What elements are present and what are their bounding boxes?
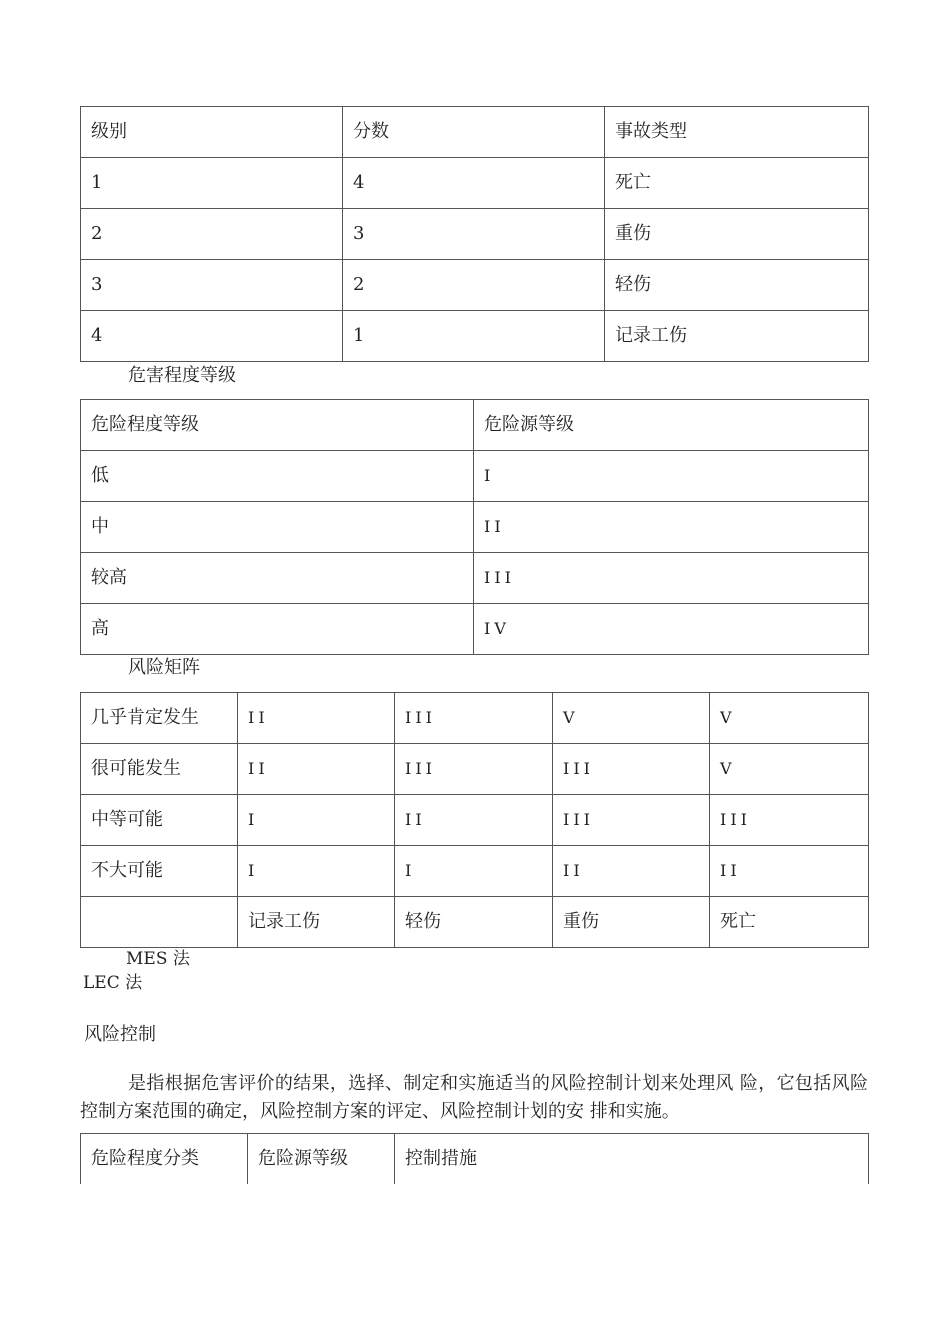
header-cell: 分数 <box>343 107 605 158</box>
header-cell: 危险程度等级 <box>81 400 474 451</box>
table-row <box>81 846 869 897</box>
table-cell: III <box>710 795 869 846</box>
caption-hazard-level: 危害程度等级 <box>128 365 236 386</box>
table-row <box>81 795 869 846</box>
table-cell: 2 <box>81 209 343 260</box>
table-cell: 4 <box>343 158 605 209</box>
table-cell: II <box>474 502 869 553</box>
table-cell: II <box>553 846 710 897</box>
table-row <box>81 502 869 553</box>
table-cell: 中 <box>81 502 474 553</box>
table-cell: I <box>238 795 395 846</box>
table-cell: II <box>710 846 869 897</box>
column-label-cell: 轻伤 <box>395 897 553 948</box>
table-cell: III <box>474 553 869 604</box>
section-heading-risk-control: 风险控制 <box>84 1024 156 1045</box>
header-cell: 危险源等级 <box>474 400 869 451</box>
table-cell: II <box>238 744 395 795</box>
table-row <box>81 260 869 311</box>
table-cell: 低 <box>81 451 474 502</box>
table-row <box>81 693 869 744</box>
table-cell: 1 <box>343 311 605 362</box>
table-cell: I <box>238 846 395 897</box>
table-cell: I <box>395 846 553 897</box>
severity-table <box>80 106 869 362</box>
table-header-row <box>81 400 869 451</box>
table-row <box>81 311 869 362</box>
caption-risk-matrix: 风险矩阵 <box>128 657 200 678</box>
table-cell: 2 <box>343 260 605 311</box>
table-cell: 3 <box>81 260 343 311</box>
risk-control-paragraph: 是指根据危害评价的结果，选择、制定和实施适当的风险控制计划来处理风 险，它包括风险控制方案范围的确定，风险控制方案的评定、风险控制计划的安 排和实施。 <box>80 1073 868 1122</box>
table-header-row <box>81 107 869 158</box>
table-cell: III <box>395 744 553 795</box>
table-cell: 1 <box>81 158 343 209</box>
table-row <box>81 451 869 502</box>
table-cell: 轻伤 <box>605 260 869 311</box>
row-label-cell: 中等可能 <box>81 795 238 846</box>
table-cell: III <box>553 744 710 795</box>
table-cell: IV <box>474 604 869 655</box>
table-cell: II <box>238 693 395 744</box>
table-cell: V <box>710 693 869 744</box>
table-cell: 4 <box>81 311 343 362</box>
empty-cell <box>81 897 238 948</box>
header-cell: 级别 <box>81 107 343 158</box>
column-label-cell: 死亡 <box>710 897 869 948</box>
table-cell: 记录工伤 <box>605 311 869 362</box>
table-row <box>81 553 869 604</box>
header-cell: 危险程度分类 <box>81 1134 248 1185</box>
header-cell: 事故类型 <box>605 107 869 158</box>
table-cell: V <box>710 744 869 795</box>
table-cell: III <box>553 795 710 846</box>
table-cell: II <box>395 795 553 846</box>
table-cell: 死亡 <box>605 158 869 209</box>
control-measures-table <box>80 1133 869 1184</box>
table-cell: V <box>553 693 710 744</box>
table-cell: 较高 <box>81 553 474 604</box>
table-cell: 重伤 <box>605 209 869 260</box>
caption-lec-method: LEC 法 <box>83 973 143 993</box>
header-cell: 控制措施 <box>395 1134 869 1185</box>
hazard-level-table <box>80 399 869 655</box>
table-header-row <box>81 1134 869 1185</box>
table-row <box>81 158 869 209</box>
table-cell: III <box>395 693 553 744</box>
risk-matrix-table <box>80 692 869 948</box>
table-cell: I <box>474 451 869 502</box>
table-cell: 3 <box>343 209 605 260</box>
table-cell: 高 <box>81 604 474 655</box>
row-label-cell: 很可能发生 <box>81 744 238 795</box>
caption-mes-method: MES 法 <box>126 949 190 969</box>
column-label-cell: 记录工伤 <box>238 897 395 948</box>
table-row <box>81 744 869 795</box>
row-label-cell: 几乎肯定发生 <box>81 693 238 744</box>
table-row <box>81 209 869 260</box>
row-label-cell: 不大可能 <box>81 846 238 897</box>
column-label-cell: 重伤 <box>553 897 710 948</box>
header-cell: 危险源等级 <box>248 1134 395 1185</box>
table-row <box>81 604 869 655</box>
table-footer-row <box>81 897 869 948</box>
